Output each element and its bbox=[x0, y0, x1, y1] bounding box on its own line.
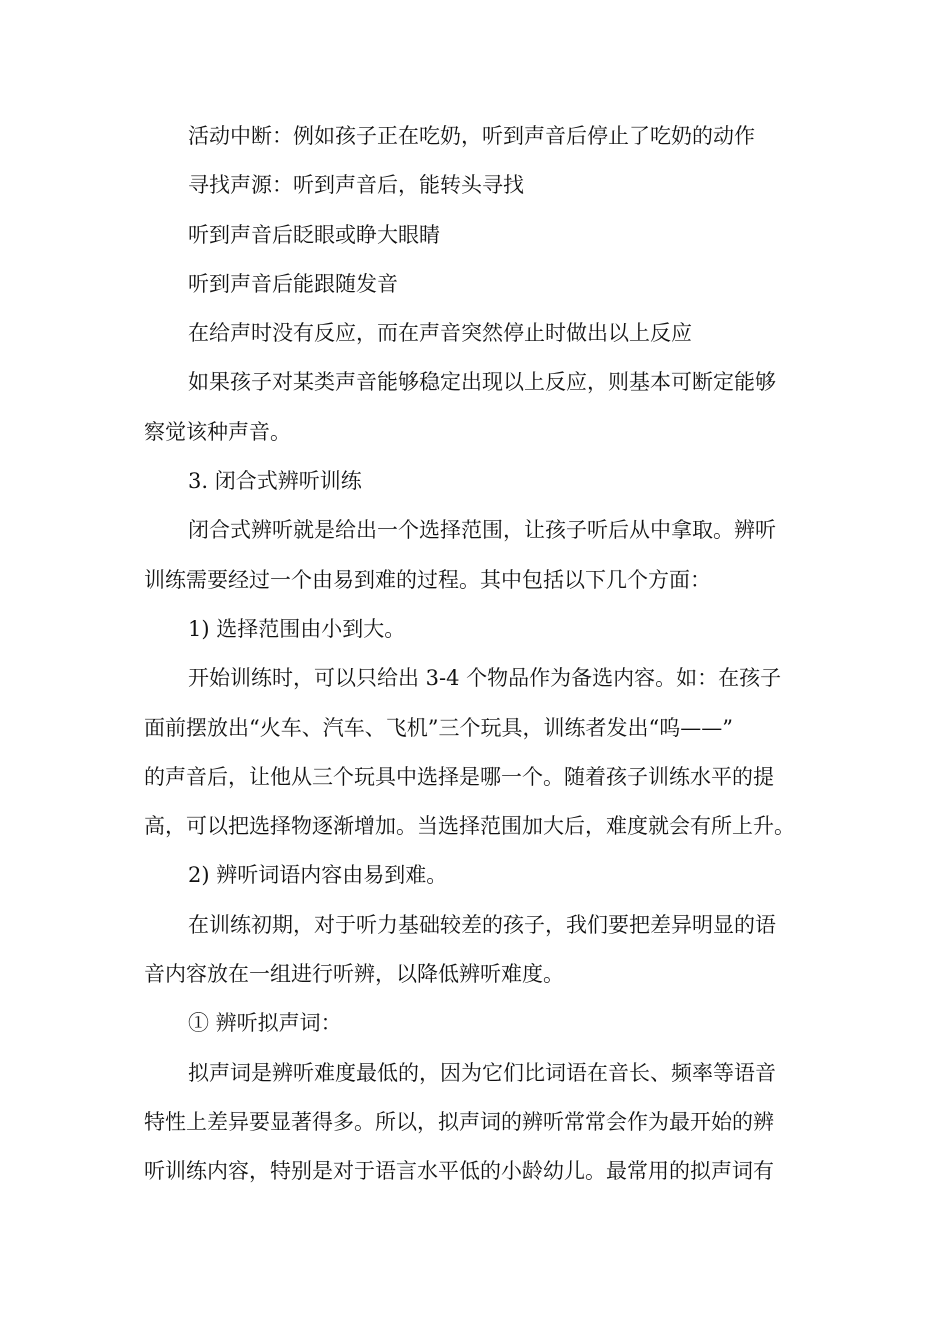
text-line: 的声音后，让他从三个玩具中选择是哪一个。随着孩子训练水平的提 bbox=[144, 764, 774, 789]
paragraph-activity-interruption bbox=[144, 112, 806, 161]
paragraph-react-on-stop bbox=[144, 309, 806, 358]
text-line: 在训练初期，对于听力基础较差的孩子，我们要把差异明显的语 bbox=[188, 912, 776, 937]
subheading-onomatopoeia bbox=[144, 999, 806, 1048]
text-line: 音内容放在一组进行听辨，以降低辨听难度。 bbox=[144, 962, 564, 987]
text-line: 活动中断：例如孩子正在吃奶，听到声音后停止了吃奶的动作 bbox=[188, 124, 755, 148]
subheading-range-small-to-large bbox=[144, 605, 806, 654]
text-line: 拟声词是辨听难度最低的，因为它们比词语在音长、频率等语音 bbox=[188, 1060, 776, 1085]
text-line: 高，可以把选择物逐渐增加。当选择范围加大后，难度就会有所上升。 bbox=[144, 814, 795, 839]
text-line: 听训练内容，特别是对于语言水平低的小龄幼儿。最常用的拟声词有 bbox=[144, 1159, 774, 1184]
paragraph-stable-reaction bbox=[144, 358, 806, 457]
text-line: 察觉该种声音。 bbox=[144, 419, 291, 444]
section-heading-closed-discrimination bbox=[144, 457, 806, 506]
paragraph-follow-vocalize bbox=[144, 260, 806, 309]
text-line: ① 辨听拟声词： bbox=[188, 1011, 342, 1036]
paragraph-find-sound-source bbox=[144, 161, 806, 210]
paragraph-blink-or-widen-eyes bbox=[144, 211, 806, 260]
paragraph-start-training bbox=[144, 654, 806, 851]
text-line: 听到声音后眨眼或睁大眼睛 bbox=[188, 222, 440, 247]
text-line: 面前摆放出“火车、汽车、飞机”三个玩具，训练者发出“呜——” bbox=[144, 715, 733, 740]
paragraph-early-training bbox=[144, 901, 806, 1000]
text-line: 特性上差异要显著得多。所以，拟声词的辨听常常会作为最开始的辨 bbox=[144, 1109, 774, 1134]
text-line: 寻找声源：听到声音后，能转头寻找 bbox=[188, 173, 524, 198]
text-line: 训练需要经过一个由易到难的过程。其中包括以下几个方面： bbox=[144, 567, 711, 592]
text-line: 如果孩子对某类声音能够稳定出现以上反应，则基本可断定能够 bbox=[188, 370, 776, 395]
text-line: 1) 选择范围由小到大。 bbox=[188, 616, 406, 641]
paragraph-closed-discrimination-intro bbox=[144, 506, 806, 605]
text-line: 在给声时没有反应，而在声音突然停止时做出以上反应 bbox=[188, 321, 692, 346]
document-body bbox=[144, 112, 806, 1197]
subheading-words-easy-to-hard bbox=[144, 851, 806, 900]
text-line: 2) 辨听词语内容由易到难。 bbox=[188, 863, 448, 888]
paragraph-onomatopoeia-explanation bbox=[144, 1049, 806, 1197]
text-line: 3. 闭合式辨听训练 bbox=[188, 469, 362, 494]
text-line: 开始训练时，可以只给出 3-4 个物品作为备选内容。如：在孩子 bbox=[188, 666, 782, 691]
text-line: 闭合式辨听就是给出一个选择范围，让孩子听后从中拿取。辨听 bbox=[188, 518, 776, 543]
text-line: 听到声音后能跟随发音 bbox=[188, 271, 398, 296]
